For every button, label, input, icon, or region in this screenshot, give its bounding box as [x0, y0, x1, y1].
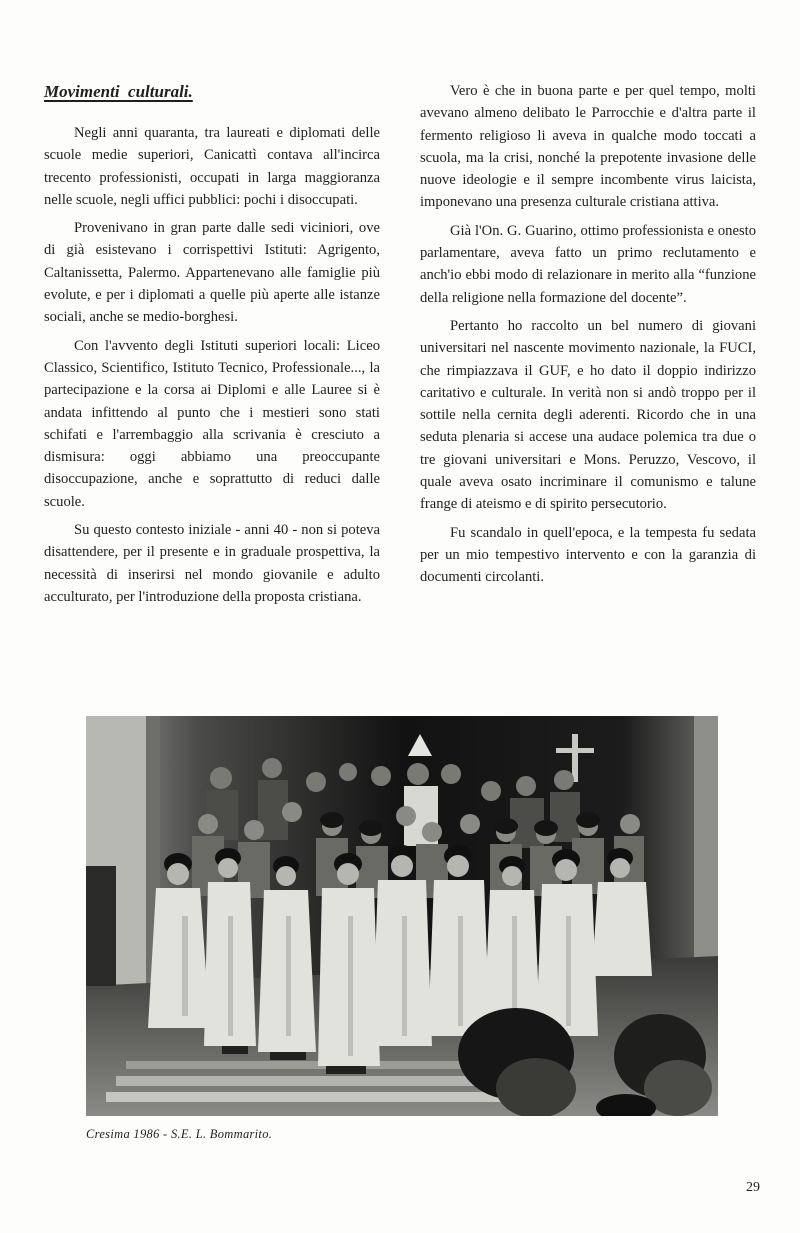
paragraph: Pertanto ho raccolto un bel numero di giovani universitari nel nascente movimento nazionale, la FUCI, che rimpiazzava il GUF, e ho dato il doppio indirizzo caritativo e culturale. In verità non si andò troppo per il sottile nella cernita degli aderenti. Ricordo che in una seduta plenaria si accese una audace polemica tra due o tre giovani universitari e Mons. Peruzzo, Vescovo, il quale aveva osato incriminare il comunismo e talune frange di ateismo e di spirito persecutorio.	[420, 317, 756, 513]
left-column	[44, 80, 380, 614]
group-photo	[86, 716, 718, 1116]
group-photo-illustration	[86, 716, 718, 1116]
page-number: 29	[746, 1180, 760, 1195]
paragraph: Vero è che in buona parte e per quel tempo, molti avevano almeno delibato le Parrocchie e d'altra parte il fermento religioso li aveva in qualche modo toccati a scuola, ma la crisi, nonché la prepotente invasione delle nuove ideologie e il sempre incombente virus laicista, imponevano una presenza culturale cristiana attiva.	[420, 83, 756, 211]
right-column	[420, 80, 756, 595]
section-heading: Movimenti culturali.	[44, 82, 193, 101]
paragraph: Provenivano in gran parte dalle sedi viciniori, ove di già esistevano i corrispettivi Istituti: Agrigento, Caltanissetta, Palermo. Appartenevano alle famiglie più evolute, e per i diplomati a quelle più aperte alle istanze sociali, anche se medio-borghesi.	[44, 220, 380, 326]
paragraph: Fu scandalo in quell'epoca, e la tempesta fu sedata per un mio tempestivo intervento e con la garanzia di documenti circolanti.	[420, 524, 756, 586]
paragraph: Già l'On. G. Guarino, ottimo professionista e onesto parlamentare, aveva fatto un primo reclutamento e anch'io ebbi modo di relazionare in merito alla “funzione della religione nella formazione del docente”.	[420, 222, 756, 306]
paragraph: Su questo contesto iniziale - anni 40 - non si poteva disattendere, per il presente e in graduale prospettiva, la necessità di inserirsi nel mondo giovanile e adulto acculturato, per l'introduzione della proposta cristiana.	[44, 522, 380, 605]
photo-caption: Cresima 1986 - S.E. L. Bommarito.	[86, 1127, 273, 1141]
paragraph: Con l'avvento degli Istituti superiori locali: Liceo Classico, Scientifico, Istituto Tecnico, Professionale..., la partecipazione e la corsa ai Diplomi e alle Lauree si è andata infittendo al punto che i mestieri sono stati schifati e l'arrembaggio alla scrivania è cresciuto a dismisura: oggi abbiamo una preoccupante disoccupazione, anche e soprattutto di reduci dalle scuole.	[44, 337, 380, 510]
paragraph: Negli anni quaranta, tra laureati e diplomati delle scuole medie superiori, Canicattì contava all'incirca trecento professionisti, occupati in larga maggioranza nelle scuole, negli uffici pubblici: pochi i disoccupati.	[44, 125, 380, 208]
